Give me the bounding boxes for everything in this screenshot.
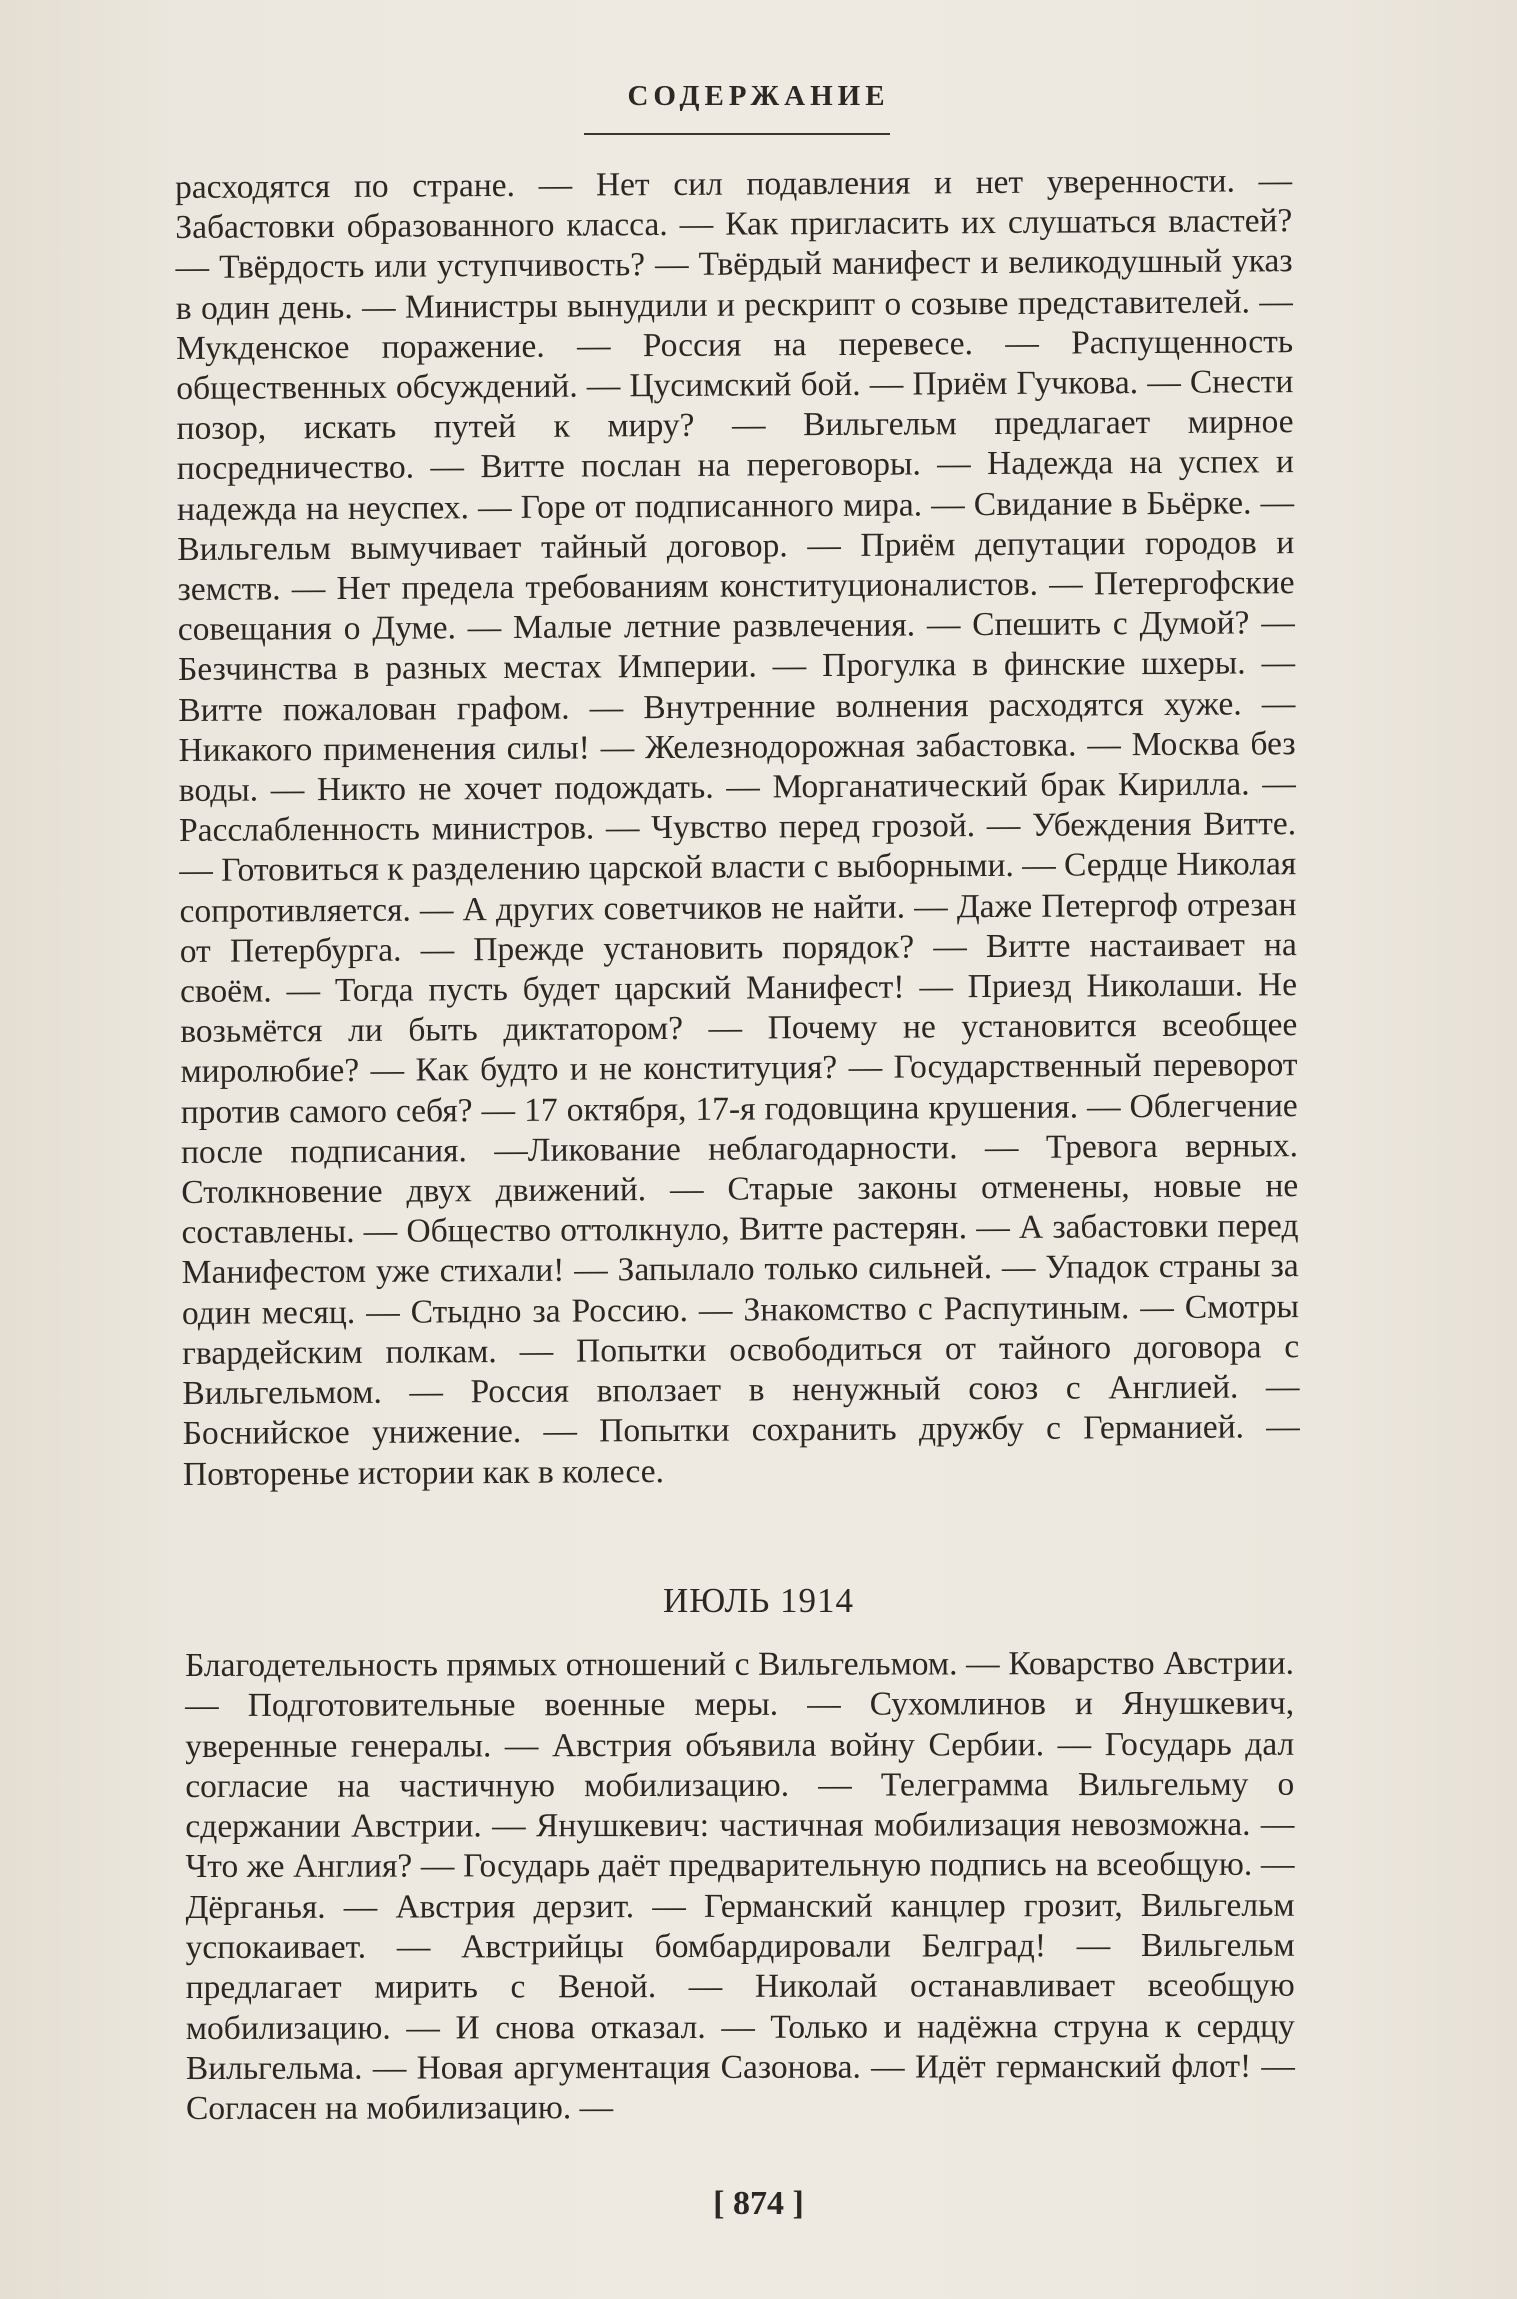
contents-continued-paragraph: расходятся по стране. — Нет сил подавления и нет уверенности. — Забастовки образованного класса. — Как пригласить их слушаться властей? — Твёрдость или уступчивость? — Твёрдый манифест и великодушный указ в один день. — Министры вынудили и рескрипт о созыве представителей. — Мукденское поражение. — Россия на перевесе. — Распущенность общественных обсуждений. — Цусимский бой. — Приём Гучкова. — Снести позор, искать путей к миру? — Вильгельм предлагает мирное посредничество. — Витте послан на переговоры. — Надежда на успех и надежда на неуспех. — Горе от подписанного мира. — Свидание в Бьёрке. — Вильгельм вымучивает тайный договор. — Приём депутации городов и земств. — Нет предела требованиям конституционалистов. — Петергофские совещания о Думе. — Малые летние развлечения. — Спешить с Думой? — Безчинства в разных местах Империи. — Прогулка в финские шхеры. — Витте пожалован графом. — Внутренние волнения расходятся хуже. — Никакого применения силы! — Железнодорожная забастовка. — Москва без воды. — Никто не хочет подождать. — Морганатический брак Кирилла. — Расслабленность министров. — Чувство перед грозой. — Убеждения Витте. — Готовиться к разделению царской власти с выборными. — Сердце Николая сопротивляется. — А других советчиков не найти. — Даже Петергоф отрезан от Петербурга. — Прежде установить порядок? — Витте настаивает на своём. — Тогда пусть будет царский Манифест! — Приезд Николаши. Не возьмётся ли быть диктатором? — Почему не установится всеобщее миролюбие? — Как будто и не конституция? — Государственный переворот против самого себя? — 17 октября, 17-я годовщина крушения. — Облегчение после подписания. —Ликование неблагодарности. — Тревога верных. Столкновение двух движений. — Старые законы отменены, новые не составлены. — Общество оттолкнуло, Витте растерян. — А забастовки перед Манифестом уже стихали! — Запылало только сильней. — Упадок страны за один месяц. — Стыдно за Россию. — Знакомство с Распутиным. — Смотры гвардейским полкам. — Попытки освободиться от тайного договора с Вильгельмом. — Россия вползает в ненужный союз с Англией. — Боснийское унижение. — Попытки сохранить дружбу с Германией. — Повторенье истории как в колесе.	[175, 162, 1300, 1493]
running-head: СОДЕРЖАНИЕ	[627, 80, 890, 112]
contents-continued-block	[175, 161, 1300, 1495]
head-rule-divider	[584, 133, 890, 135]
section-summary-block	[185, 1644, 1295, 2130]
page-number: [ 874 ]	[713, 2185, 804, 2222]
section-summary-paragraph: Благодетельность прямых отношений с Вильгельмом. — Коварство Австрии. — Подготовительные военные меры. — Сухомлинов и Янушкевич, уверенные генералы. — Австрия объявила войну Сербии. — Государь дал согласие на частичную мобилизацию. — Телеграмма Вильгельму о сдержании Австрии. — Янушкевич: частичная мобилизация невозможна. — Что же Англия? — Государь даёт предварительную подпись на всеобщую. — Дёрганья. — Австрия дерзит. — Германский канцлер грозит, Вильгельм успокаивает. — Австрийцы бомбардировали Белград! — Вильгельм предлагает мирить с Веной. — Николай останавливает всеобщую мобилизацию. — И снова отказал. — Только и надёжна струна к сердцу Вильгельма. — Новая аргументация Сазонова. — Идёт германский флот! — Согласен на мобилизацию. —	[185, 1644, 1295, 2128]
section-heading: ИЮЛЬ 1914	[662, 1581, 855, 1620]
